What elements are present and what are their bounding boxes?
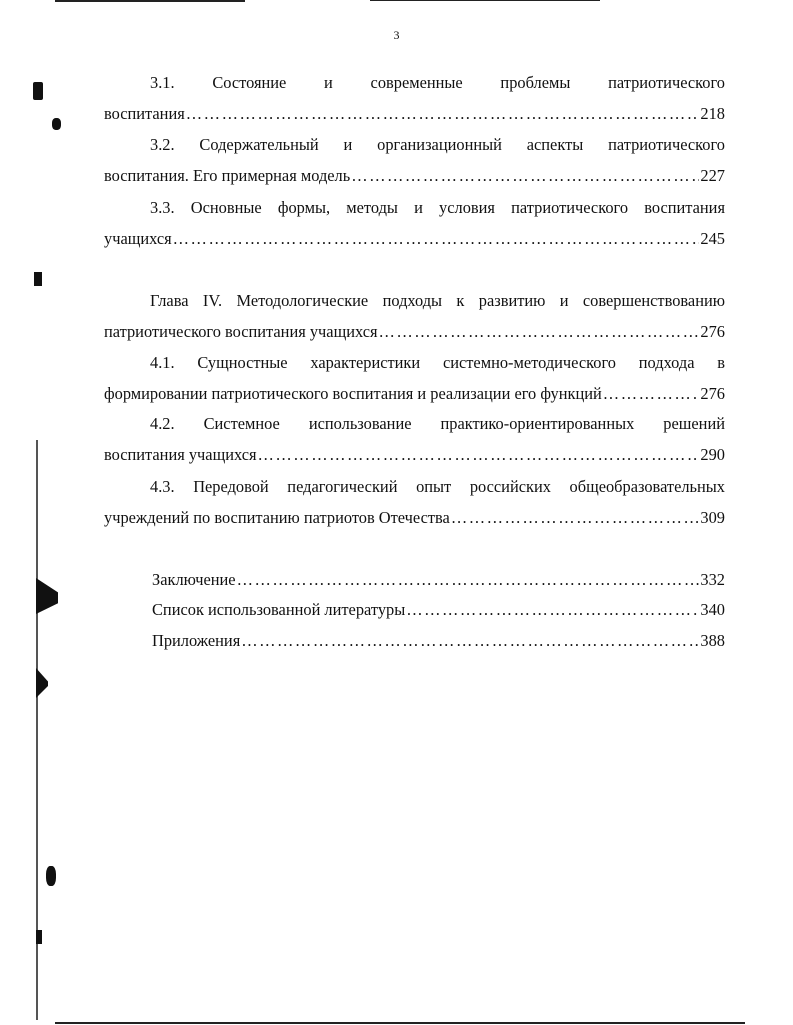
toc-entry-line: 4.1. Сущностные характеристики системно-методического подхода в	[150, 353, 725, 372]
toc-entry-title: формировании патриотического воспитания и реализации его функций	[104, 384, 602, 403]
binding-mark	[52, 118, 61, 130]
toc-entry-line: 4.3. Передовой педагогический опыт российских общеобразовательных	[150, 477, 725, 496]
toc-entry-continuation	[104, 321, 725, 343]
dot-leader	[258, 444, 700, 466]
binding-mark	[46, 866, 56, 886]
toc-entry-continuation	[104, 383, 725, 405]
toc-entry-continuation	[104, 507, 725, 529]
toc-entry-title: воспитания учащихся	[104, 445, 257, 464]
toc-page-number: 276	[700, 384, 725, 403]
toc-entry-line: 4.2. Системное использование практико-ориентированных решений	[150, 414, 725, 433]
toc-entry-title: воспитания	[104, 104, 185, 123]
dot-leader	[173, 228, 700, 250]
toc-appendices	[152, 630, 725, 652]
dot-leader	[603, 383, 700, 405]
toc-entry-line: 3.2. Содержательный и организационный аспекты патриотического	[150, 135, 725, 154]
dot-leader	[379, 321, 700, 343]
toc-entry-title: патриотического воспитания учащихся	[104, 322, 378, 341]
toc-entry-title: воспитания. Его примерная модель	[104, 166, 351, 185]
toc-entry-continuation	[104, 444, 725, 466]
toc-page-number: 309	[700, 508, 725, 527]
toc-entry-title: Заключение	[152, 570, 236, 589]
toc-page-number: 332	[700, 570, 725, 589]
toc-entry-title: учащихся	[104, 229, 172, 248]
top-scan-edge	[370, 0, 600, 1]
toc-page-number: 290	[700, 445, 725, 464]
dot-leader	[186, 103, 700, 125]
toc-conclusion	[152, 569, 725, 591]
binding-mark	[33, 82, 43, 100]
toc-entry-title: Список использованной литературы	[152, 600, 406, 619]
dot-leader	[406, 599, 699, 621]
page-number: 3	[393, 28, 400, 42]
toc-page-number: 218	[700, 104, 725, 123]
toc-entry-line: 3.3. Основные формы, методы и условия патриотического воспитания	[150, 198, 725, 217]
toc-page-number: 340	[700, 600, 725, 619]
toc-page-number: 227	[700, 166, 725, 185]
toc-page-number: 388	[700, 631, 725, 650]
toc-entry-continuation	[104, 228, 725, 250]
chapter-heading-line: Глава IV. Методологические подходы к развитию и совершенствованию	[150, 291, 725, 310]
dot-leader	[241, 630, 699, 652]
toc-page-number: 276	[700, 322, 725, 341]
binding-mark	[36, 578, 58, 614]
toc-bibliography	[152, 599, 725, 621]
toc-page-number: 245	[700, 229, 725, 248]
binding-mark	[36, 930, 42, 944]
dot-leader	[351, 165, 699, 187]
toc-entry-title: Приложения	[152, 631, 241, 650]
toc-entry-continuation	[104, 165, 725, 187]
toc-entry-line: 3.1. Состояние и современные проблемы патриотического	[150, 73, 725, 92]
top-scan-edge	[55, 0, 245, 2]
binding-mark	[36, 668, 48, 698]
toc-entry-continuation	[104, 103, 725, 125]
binding-mark	[34, 272, 42, 286]
dot-leader	[237, 569, 700, 591]
toc-entry-title: учреждений по воспитанию патриотов Отечества	[104, 508, 450, 527]
dot-leader	[451, 507, 700, 529]
bottom-scan-edge	[55, 1022, 745, 1024]
